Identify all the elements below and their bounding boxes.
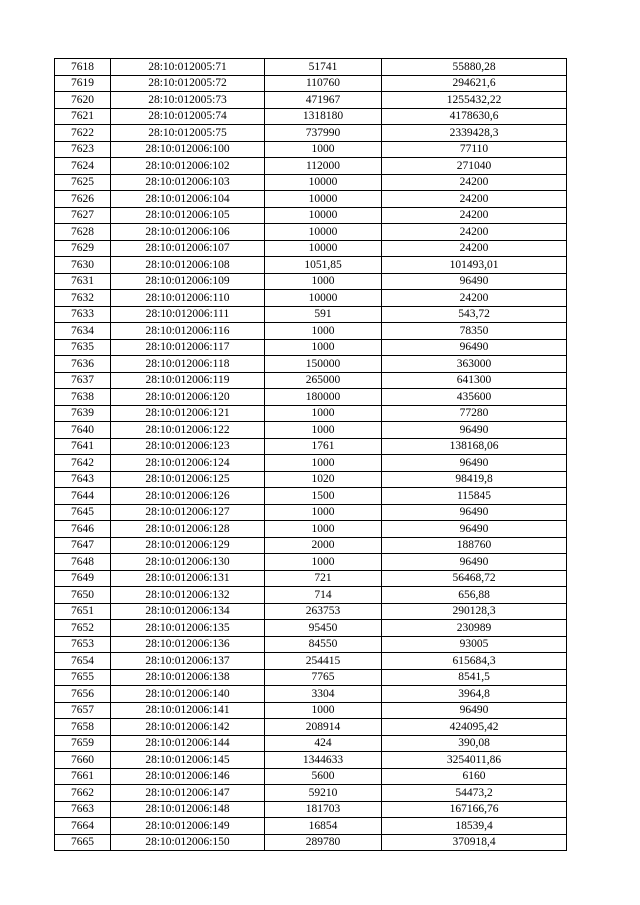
cadastral-number-cell: 28:10:012006:111 — [111, 306, 265, 323]
table-row — [55, 125, 567, 142]
row-number-cell: 7662 — [55, 785, 111, 802]
cadastral-number-cell: 28:10:012005:74 — [111, 108, 265, 125]
table-row — [55, 108, 567, 125]
area-cell: 59210 — [265, 785, 382, 802]
row-number-cell: 7641 — [55, 438, 111, 455]
row-number-cell: 7656 — [55, 686, 111, 703]
row-number-cell: 7627 — [55, 207, 111, 224]
value-cell: 96490 — [382, 422, 567, 439]
area-cell: 10000 — [265, 290, 382, 307]
row-number-cell: 7622 — [55, 125, 111, 142]
table-row — [55, 471, 567, 488]
table-row — [55, 669, 567, 686]
row-number-cell: 7654 — [55, 653, 111, 670]
table-row — [55, 422, 567, 439]
value-cell: 96490 — [382, 554, 567, 571]
table-row — [55, 537, 567, 554]
area-cell: 1344633 — [265, 752, 382, 769]
value-cell: 18539,4 — [382, 818, 567, 835]
table-row — [55, 735, 567, 752]
table-row — [55, 686, 567, 703]
value-cell: 6160 — [382, 768, 567, 785]
cadastral-number-cell: 28:10:012006:123 — [111, 438, 265, 455]
area-cell: 721 — [265, 570, 382, 587]
value-cell: 363000 — [382, 356, 567, 373]
value-cell: 96490 — [382, 455, 567, 472]
table-row — [55, 158, 567, 175]
cadastral-number-cell: 28:10:012006:131 — [111, 570, 265, 587]
cadastral-number-cell: 28:10:012006:140 — [111, 686, 265, 703]
cadastral-number-cell: 28:10:012006:146 — [111, 768, 265, 785]
row-number-cell: 7648 — [55, 554, 111, 571]
data-table — [54, 58, 567, 851]
cadastral-number-cell: 28:10:012006:120 — [111, 389, 265, 406]
table-row — [55, 405, 567, 422]
cadastral-number-cell: 28:10:012006:138 — [111, 669, 265, 686]
value-cell: 4178630,6 — [382, 108, 567, 125]
cadastral-number-cell: 28:10:012005:75 — [111, 125, 265, 142]
area-cell: 112000 — [265, 158, 382, 175]
value-cell: 96490 — [382, 504, 567, 521]
value-cell: 294621,6 — [382, 75, 567, 92]
row-number-cell: 7640 — [55, 422, 111, 439]
cadastral-number-cell: 28:10:012006:105 — [111, 207, 265, 224]
value-cell: 424095,42 — [382, 719, 567, 736]
area-cell: 10000 — [265, 207, 382, 224]
table-row — [55, 455, 567, 472]
area-cell: 1000 — [265, 504, 382, 521]
area-cell: 10000 — [265, 224, 382, 241]
row-number-cell: 7653 — [55, 636, 111, 653]
table-row — [55, 834, 567, 851]
value-cell: 55880,28 — [382, 59, 567, 76]
value-cell: 271040 — [382, 158, 567, 175]
table-row — [55, 323, 567, 340]
row-number-cell: 7665 — [55, 834, 111, 851]
table-row — [55, 752, 567, 769]
cadastral-number-cell: 28:10:012006:103 — [111, 174, 265, 191]
table-row — [55, 356, 567, 373]
area-cell: 3304 — [265, 686, 382, 703]
row-number-cell: 7645 — [55, 504, 111, 521]
area-cell: 1000 — [265, 422, 382, 439]
area-cell: 5600 — [265, 768, 382, 785]
cadastral-number-cell: 28:10:012006:108 — [111, 257, 265, 274]
area-cell: 7765 — [265, 669, 382, 686]
value-cell: 24200 — [382, 191, 567, 208]
row-number-cell: 7646 — [55, 521, 111, 538]
table-row — [55, 372, 567, 389]
area-cell: 1051,85 — [265, 257, 382, 274]
row-number-cell: 7660 — [55, 752, 111, 769]
row-number-cell: 7632 — [55, 290, 111, 307]
cadastral-number-cell: 28:10:012006:150 — [111, 834, 265, 851]
cadastral-number-cell: 28:10:012005:71 — [111, 59, 265, 76]
row-number-cell: 7618 — [55, 59, 111, 76]
cadastral-number-cell: 28:10:012006:126 — [111, 488, 265, 505]
row-number-cell: 7629 — [55, 240, 111, 257]
area-cell: 1000 — [265, 702, 382, 719]
area-cell: 180000 — [265, 389, 382, 406]
cadastral-number-cell: 28:10:012006:142 — [111, 719, 265, 736]
cadastral-number-cell: 28:10:012005:72 — [111, 75, 265, 92]
value-cell: 24200 — [382, 290, 567, 307]
value-cell: 101493,01 — [382, 257, 567, 274]
row-number-cell: 7628 — [55, 224, 111, 241]
row-number-cell: 7664 — [55, 818, 111, 835]
area-cell: 265000 — [265, 372, 382, 389]
value-cell: 230989 — [382, 620, 567, 637]
area-cell: 150000 — [265, 356, 382, 373]
table-row — [55, 92, 567, 109]
row-number-cell: 7634 — [55, 323, 111, 340]
value-cell: 77110 — [382, 141, 567, 158]
value-cell: 543,72 — [382, 306, 567, 323]
area-cell: 1020 — [265, 471, 382, 488]
cadastral-number-cell: 28:10:012006:127 — [111, 504, 265, 521]
value-cell: 77280 — [382, 405, 567, 422]
area-cell: 110760 — [265, 75, 382, 92]
table-row — [55, 75, 567, 92]
cadastral-number-cell: 28:10:012006:148 — [111, 801, 265, 818]
area-cell: 181703 — [265, 801, 382, 818]
row-number-cell: 7643 — [55, 471, 111, 488]
value-cell: 78350 — [382, 323, 567, 340]
cadastral-number-cell: 28:10:012006:136 — [111, 636, 265, 653]
cadastral-number-cell: 28:10:012006:118 — [111, 356, 265, 373]
area-cell: 1000 — [265, 323, 382, 340]
value-cell: 188760 — [382, 537, 567, 554]
area-cell: 1000 — [265, 141, 382, 158]
row-number-cell: 7620 — [55, 92, 111, 109]
table-row — [55, 521, 567, 538]
row-number-cell: 7658 — [55, 719, 111, 736]
cadastral-number-cell: 28:10:012006:132 — [111, 587, 265, 604]
row-number-cell: 7661 — [55, 768, 111, 785]
cadastral-number-cell: 28:10:012006:147 — [111, 785, 265, 802]
area-cell: 424 — [265, 735, 382, 752]
cadastral-number-cell: 28:10:012006:117 — [111, 339, 265, 356]
value-cell: 656,88 — [382, 587, 567, 604]
row-number-cell: 7659 — [55, 735, 111, 752]
value-cell: 8541,5 — [382, 669, 567, 686]
table-row — [55, 570, 567, 587]
table-body — [55, 59, 567, 851]
value-cell: 3964,8 — [382, 686, 567, 703]
area-cell: 10000 — [265, 191, 382, 208]
table-row — [55, 504, 567, 521]
area-cell: 254415 — [265, 653, 382, 670]
table-row — [55, 389, 567, 406]
value-cell: 615684,3 — [382, 653, 567, 670]
area-cell: 263753 — [265, 603, 382, 620]
cadastral-number-cell: 28:10:012006:145 — [111, 752, 265, 769]
area-cell: 1500 — [265, 488, 382, 505]
area-cell: 10000 — [265, 240, 382, 257]
area-cell: 1000 — [265, 273, 382, 290]
area-cell: 1318180 — [265, 108, 382, 125]
row-number-cell: 7637 — [55, 372, 111, 389]
table-row — [55, 438, 567, 455]
cadastral-number-cell: 28:10:012006:144 — [111, 735, 265, 752]
row-number-cell: 7619 — [55, 75, 111, 92]
value-cell: 93005 — [382, 636, 567, 653]
area-cell: 1761 — [265, 438, 382, 455]
cadastral-number-cell: 28:10:012006:149 — [111, 818, 265, 835]
value-cell: 24200 — [382, 240, 567, 257]
value-cell: 98419,8 — [382, 471, 567, 488]
area-cell: 1000 — [265, 455, 382, 472]
value-cell: 96490 — [382, 339, 567, 356]
cadastral-number-cell: 28:10:012006:130 — [111, 554, 265, 571]
area-cell: 51741 — [265, 59, 382, 76]
value-cell: 435600 — [382, 389, 567, 406]
table-row — [55, 306, 567, 323]
value-cell: 3254011,86 — [382, 752, 567, 769]
cadastral-number-cell: 28:10:012005:73 — [111, 92, 265, 109]
row-number-cell: 7635 — [55, 339, 111, 356]
value-cell: 24200 — [382, 207, 567, 224]
area-cell: 591 — [265, 306, 382, 323]
value-cell: 138168,06 — [382, 438, 567, 455]
cadastral-number-cell: 28:10:012006:122 — [111, 422, 265, 439]
value-cell: 370918,4 — [382, 834, 567, 851]
row-number-cell: 7636 — [55, 356, 111, 373]
cadastral-number-cell: 28:10:012006:104 — [111, 191, 265, 208]
cadastral-number-cell: 28:10:012006:134 — [111, 603, 265, 620]
table-row — [55, 719, 567, 736]
table-row — [55, 273, 567, 290]
value-cell: 96490 — [382, 521, 567, 538]
row-number-cell: 7625 — [55, 174, 111, 191]
cadastral-number-cell: 28:10:012006:110 — [111, 290, 265, 307]
table-row — [55, 603, 567, 620]
table-row — [55, 620, 567, 637]
cadastral-number-cell: 28:10:012006:135 — [111, 620, 265, 637]
cadastral-number-cell: 28:10:012006:137 — [111, 653, 265, 670]
cadastral-number-cell: 28:10:012006:124 — [111, 455, 265, 472]
area-cell: 714 — [265, 587, 382, 604]
row-number-cell: 7644 — [55, 488, 111, 505]
cadastral-number-cell: 28:10:012006:107 — [111, 240, 265, 257]
table-row — [55, 801, 567, 818]
row-number-cell: 7651 — [55, 603, 111, 620]
cadastral-number-cell: 28:10:012006:129 — [111, 537, 265, 554]
value-cell: 641300 — [382, 372, 567, 389]
table-row — [55, 59, 567, 76]
area-cell: 2000 — [265, 537, 382, 554]
row-number-cell: 7647 — [55, 537, 111, 554]
row-number-cell: 7626 — [55, 191, 111, 208]
row-number-cell: 7639 — [55, 405, 111, 422]
table-row — [55, 224, 567, 241]
table-row — [55, 257, 567, 274]
table-row — [55, 653, 567, 670]
area-cell: 1000 — [265, 521, 382, 538]
cadastral-number-cell: 28:10:012006:102 — [111, 158, 265, 175]
value-cell: 54473,2 — [382, 785, 567, 802]
row-number-cell: 7642 — [55, 455, 111, 472]
area-cell: 471967 — [265, 92, 382, 109]
value-cell: 115845 — [382, 488, 567, 505]
area-cell: 1000 — [265, 554, 382, 571]
value-cell: 56468,72 — [382, 570, 567, 587]
value-cell: 167166,76 — [382, 801, 567, 818]
row-number-cell: 7655 — [55, 669, 111, 686]
cadastral-number-cell: 28:10:012006:116 — [111, 323, 265, 340]
area-cell: 1000 — [265, 339, 382, 356]
table-row — [55, 240, 567, 257]
table-row — [55, 587, 567, 604]
table-row — [55, 488, 567, 505]
value-cell: 390,08 — [382, 735, 567, 752]
row-number-cell: 7652 — [55, 620, 111, 637]
row-number-cell: 7638 — [55, 389, 111, 406]
table-row — [55, 290, 567, 307]
cadastral-number-cell: 28:10:012006:119 — [111, 372, 265, 389]
row-number-cell: 7650 — [55, 587, 111, 604]
cadastral-number-cell: 28:10:012006:109 — [111, 273, 265, 290]
value-cell: 24200 — [382, 174, 567, 191]
area-cell: 16854 — [265, 818, 382, 835]
area-cell: 737990 — [265, 125, 382, 142]
area-cell: 1000 — [265, 405, 382, 422]
table-row — [55, 554, 567, 571]
area-cell: 289780 — [265, 834, 382, 851]
table-row — [55, 768, 567, 785]
value-cell: 24200 — [382, 224, 567, 241]
row-number-cell: 7623 — [55, 141, 111, 158]
row-number-cell: 7631 — [55, 273, 111, 290]
value-cell: 96490 — [382, 273, 567, 290]
value-cell: 96490 — [382, 702, 567, 719]
row-number-cell: 7630 — [55, 257, 111, 274]
row-number-cell: 7657 — [55, 702, 111, 719]
row-number-cell: 7633 — [55, 306, 111, 323]
table-row — [55, 174, 567, 191]
table-row — [55, 207, 567, 224]
area-cell: 10000 — [265, 174, 382, 191]
cadastral-number-cell: 28:10:012006:100 — [111, 141, 265, 158]
table-row — [55, 191, 567, 208]
cadastral-number-cell: 28:10:012006:125 — [111, 471, 265, 488]
cadastral-number-cell: 28:10:012006:141 — [111, 702, 265, 719]
row-number-cell: 7649 — [55, 570, 111, 587]
area-cell: 208914 — [265, 719, 382, 736]
table-row — [55, 818, 567, 835]
area-cell: 95450 — [265, 620, 382, 637]
value-cell: 1255432,22 — [382, 92, 567, 109]
table-row — [55, 702, 567, 719]
value-cell: 2339428,3 — [382, 125, 567, 142]
row-number-cell: 7624 — [55, 158, 111, 175]
cadastral-number-cell: 28:10:012006:128 — [111, 521, 265, 538]
table-row — [55, 636, 567, 653]
table-row — [55, 339, 567, 356]
table-row — [55, 141, 567, 158]
cadastral-number-cell: 28:10:012006:106 — [111, 224, 265, 241]
row-number-cell: 7663 — [55, 801, 111, 818]
row-number-cell: 7621 — [55, 108, 111, 125]
value-cell: 290128,3 — [382, 603, 567, 620]
cadastral-number-cell: 28:10:012006:121 — [111, 405, 265, 422]
table-row — [55, 785, 567, 802]
area-cell: 84550 — [265, 636, 382, 653]
